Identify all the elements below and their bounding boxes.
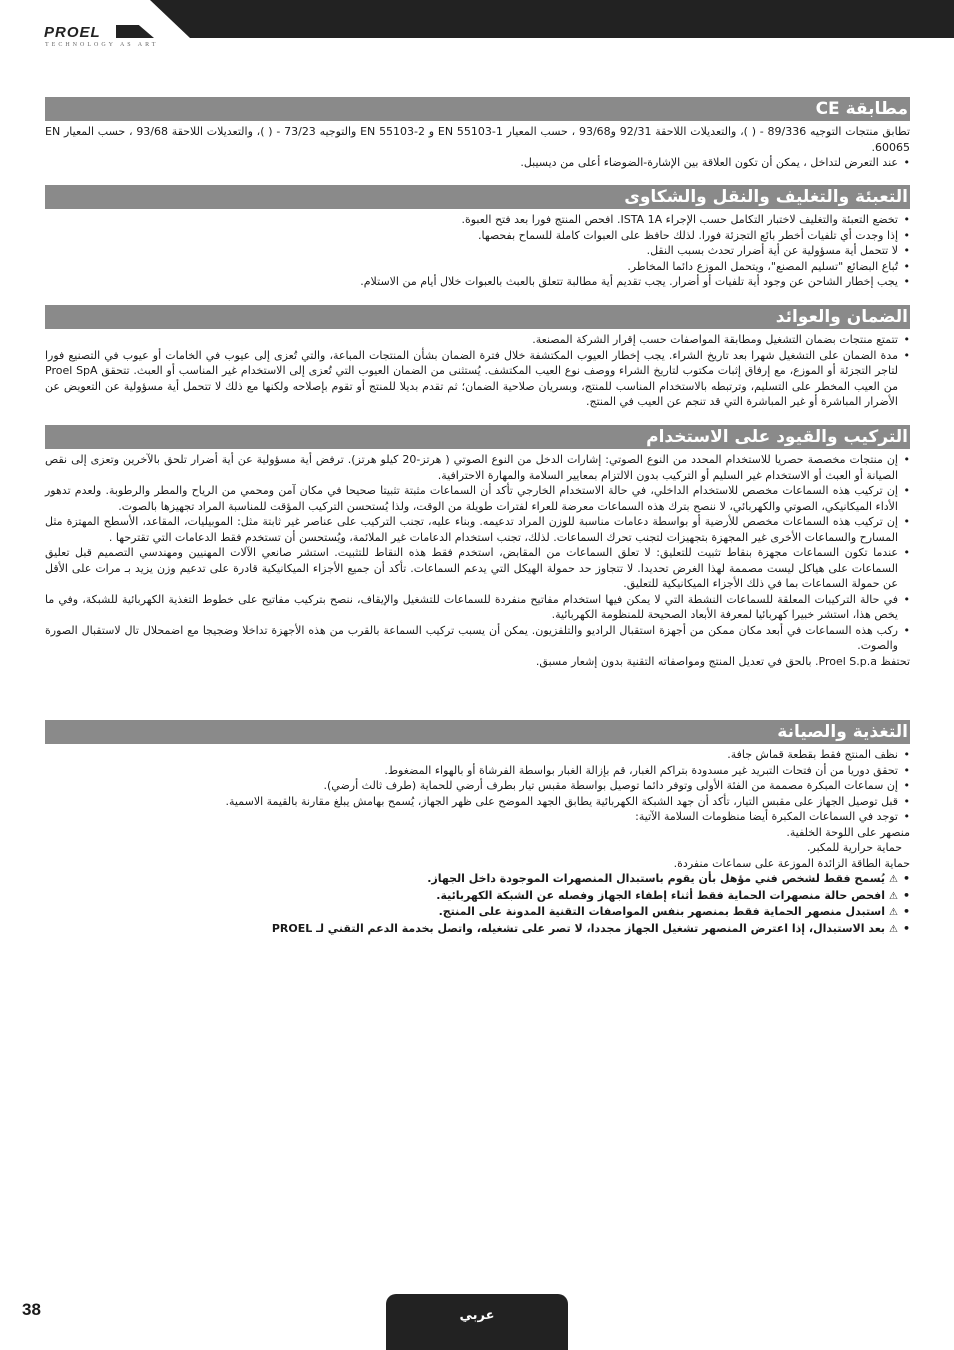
warning-text: افحص حالة منصهرات الحماية فقط أثناء إطفاء الجهاز وفصله عن الشبكة الكهربائية. — [436, 888, 886, 902]
sub-item: حماية حرارية للمكبر. — [807, 841, 902, 854]
list-item: • توجد في السماعات المكبرة أيضا منظومات السلامة الآتية: — [45, 809, 910, 825]
warning-text: بعد الاستبدال، إذا اعترض المنصهر تشغيل الجهاز مجددا، لا تصر على تشغيله، واتصل بخدمة الدعم التقني لـ PROEL — [271, 921, 886, 935]
ce-line: • عند التعرض لتداخل ، يمكن أن تكون العلاقة بين الإشارة-الضوضاء أعلى من ديسيبل. — [45, 155, 910, 171]
language-tab: عربي — [386, 1294, 568, 1350]
list-item: • إن منتجات مخصصة حصريا للاستخدام المحدد من النوع الصوتي: إشارات الدخل من النوع الصوتي ( هرتز-20 كيلو هرتز). ترفض أية مسؤولية عن أية أضرار تلحق بالآخرين وتعزى إلى نقص الصيانة أو العبث أو الاستخدام غير السليم أو التركيب بدون الالتزام بمعايير السلامة والمهارة الاحترافية. — [45, 452, 910, 483]
installation-footer: تحتفظ Proel S.p.a. بالحق في تعديل المنتج ومواصفاته التقنية بدون إشعار مسبق. — [535, 654, 910, 668]
list-item: • مدة الضمان على التشغيل شهرا بعد تاريخ الشراء. يجب إخطار العيوب المكتشفة خلال فترة الضمان بشأن المنتجات المباعة، والتي تُعزى إلى عيوب في الخامات أو عيوب في التصنيع فورا لتاجر التجزئة أو الموزع، مع إرفاق إثبات مكتوب لتاريخ الشراء ووصف نوع العيب المكتشف. يُستثنى من الضمان العيوب التي تُعزى إلى الاستخدام غير المناسب أو العبث. تتحقق Proel SpA من العيب المخطر على التسليم، وترتبطه بالاستخدام المناسب للمنتج، وبسريان صلاحية الضمان؛ ثم تقدم بديلا للمنتج أو تقوم بإصلاحه ولكنها مع ذلك لا تتحمل أية مسؤولية عن التعويض عن الأضرار المباشرة أو غير المباشرة التي قد تنجم عن العيب في المنتج. — [45, 348, 910, 410]
list-item: • إن تركيب هذه السماعات مخصص للأرضية أو بواسطة دعامات مناسبة للوزن المراد تدعيمه. وبناء عليه، تجنب التركيب على عناصر غير ثابتة مثل: الموبيليات، المقاعد، الأسطح المهتزة مثل المسارح والسماعات الأخرى غير المجهزة بتجهيزات لتجنب تحرك السماعات. لذلك، تجنب استخدام الدعامات غير الملائمة، ويُستحسن أن تستخدم فقط الدعامات التي تقترحها . — [45, 514, 910, 545]
section-maintenance — [45, 720, 910, 937]
page-number: 38 — [22, 1300, 41, 1319]
list-item: • يجب إخطار الشاحن عن وجود أية تلفيات أو أضرار. يجب تقديم أية مطالبة تتعلق بالعبث بالعبوات خلال أيام من الاستلام. — [45, 274, 910, 290]
brand-tagline: TECHNOLOGY AS ART — [45, 42, 159, 48]
section-installation — [45, 425, 910, 669]
list-item: • إن تركيب هذه السماعات مخصص للاستخدام الداخلي، في حالة الاستخدام الخارجي تأكد أن السماعات مثبتة تثبيتا صحيحا في مكان آمن ومحمي من الرياح والمطر والرطوبة. ولعدم تدهور الأداء الميكانيكي، الصوتي والكهربائي، لا ننصح بترك هذه السماعات معرضة للعراء لفترات طويلة من الوقت، ولذا يُستحسن التركيب المؤقت للمناسبة المراد تجهيزها بالصوت. — [45, 483, 910, 514]
warning-triangle-icon: ⚠ — [889, 907, 898, 918]
section-title: مطابقة CE — [45, 97, 910, 121]
warning-item — [45, 888, 910, 905]
list-item: • نظف المنتج فقط بقطعة قماش جافة. — [45, 747, 910, 763]
section-title: التغذية والصيانة — [45, 720, 910, 744]
list-item: • تخضع التعبئة والتغليف لاختبار التكامل حسب الإجراء ISTA 1A. افحص المنتج فورا بعد فتح العبوة. — [45, 212, 910, 228]
list-item: • تحقق دوريا من أن فتحات التبريد غير مسدودة بتراكم الغبار، قم بإزالة الغبار بواسطة الفرشاة أو بالهواء المضغوط. — [45, 763, 910, 779]
warning-triangle-icon: ⚠ — [889, 874, 898, 885]
ce-line: تطابق منتجات التوجيه 89/336 - ( )، والتعديلات اللاحقة 92/31 و93/68 ، حسب المعيار EN 55103-1 و EN 55103-2 والتوجيه 73/23 - ( )، والتعديلات اللاحقة 93/68 ، حسب المعيار EN 60065. — [45, 125, 911, 154]
warning-triangle-icon: ⚠ — [889, 890, 898, 902]
section-title: الضمان والعوائد — [45, 305, 910, 329]
sub-item: حماية الطاقة الزائدة الموزعة على سماعات منفردة. — [673, 856, 910, 870]
list-item: • في حالة التركيبات المعلقة للسماعات النشطة التي لا يمكن فيها استخدام مفاتيح منفردة للسماعات للتشغيل والإيقاف، ننصح بتركيب مفاتيح على خطوط التغذية الكهربائية للشبكة، وفي ما يخص هذا، استشر خبيرا كهربائيا لمعرفة الأبعاد الصحيحة للمنظومة الكهربائية. — [45, 592, 910, 623]
warning-triangle-icon: ⚠ — [889, 923, 898, 935]
section-title: التعبئة والتغليف والنقل والشكاوى — [45, 185, 910, 209]
list-item: • إذا وجدت أي تلفيات أخطر بائع التجزئة فورا. لذلك حافظ على العبوات كاملة للسماح بفحصها. — [45, 228, 910, 244]
sub-item: منصهر على اللوحة الخلفية. — [786, 825, 910, 839]
section-title: التركيب والقيود على الاستخدام — [45, 425, 910, 449]
list-item: • لا تتحمل أية مسؤولية عن أية أضرار تحدث بسبب النقل. — [45, 243, 910, 259]
section-ce — [45, 97, 910, 171]
list-item: • ركب هذه السماعات في أبعد مكان ممكن من أجهزة استقبال الراديو والتلفزيون. يمكن أن يسبب تركيب السماعة بالقرب من هذه الأجهزة تداخلا وضجيجا مع اضمحلال تال لاستقبال الصورة والصوت. — [45, 623, 910, 654]
warning-text: استبدل منصهر الحماية فقط بمنصهر بنفس المواصفات التقنية المدونة على المنتج. — [438, 905, 886, 918]
list-item: • قبل توصيل الجهاز على مقبس التيار، تأكد أن جهد الشبكة الكهربائية يطابق الجهد الموضح على ظهر الجهاز، يُسمح بهامش يبلغ مقارنة بالقيمة الاسمية. — [45, 794, 910, 810]
list-item: • تُباع البضائع "تسليم المصنع"، ويتحمل الموزع دائما المخاطر. — [45, 259, 910, 275]
warning-item — [45, 904, 910, 921]
warning-item — [45, 871, 910, 888]
brand-logo: PROEL — [44, 24, 101, 41]
section-warranty — [45, 305, 910, 410]
list-item: • إن سماعات المبكرة مصممة من الفئة الأولى وتوفر دائما توصيل بواسطة مقبس تيار بطرف أرضي للحماية (طرف ثالث أرضي). — [45, 778, 910, 794]
header-dark-band — [150, 0, 954, 38]
header-bar — [0, 0, 954, 48]
list-item: • عندما تكون السماعات مجهزة بنقاط تثبيت للتعليق: لا تعلق السماعات من المقابض، استخدم فقط هذه النقاط للتثبيت. استشر صانعي الآلات المهنيين ومهندسي التصميم قبل تعليق السماعات على هياكل ليست مصممة لهذا الغرض تحديدا. لا تتجاوز حد حمولة الهيكل التي يدعم السماعات. تأكد أن جميع الأجزاء الميكانيكية قادرة على تدعيم وزن يزيد بـ مرات على الأقل عن حمولة السماعات بما في ذلك الأجزاء الميكانيكية للتعليق. — [45, 545, 910, 592]
logo-mark-icon — [116, 25, 154, 38]
warning-text: يُسمح فقط لشخص فني مؤهل بأن يقوم باستبدال المنصهرات الموجودة داخل الجهاز. — [427, 872, 886, 885]
warning-item — [45, 921, 910, 938]
list-item: • تتمتع منتجات بضمان التشغيل ومطابقة المواصفات حسب إقرار الشركة المصنعة. — [45, 332, 910, 348]
section-packaging — [45, 185, 910, 290]
